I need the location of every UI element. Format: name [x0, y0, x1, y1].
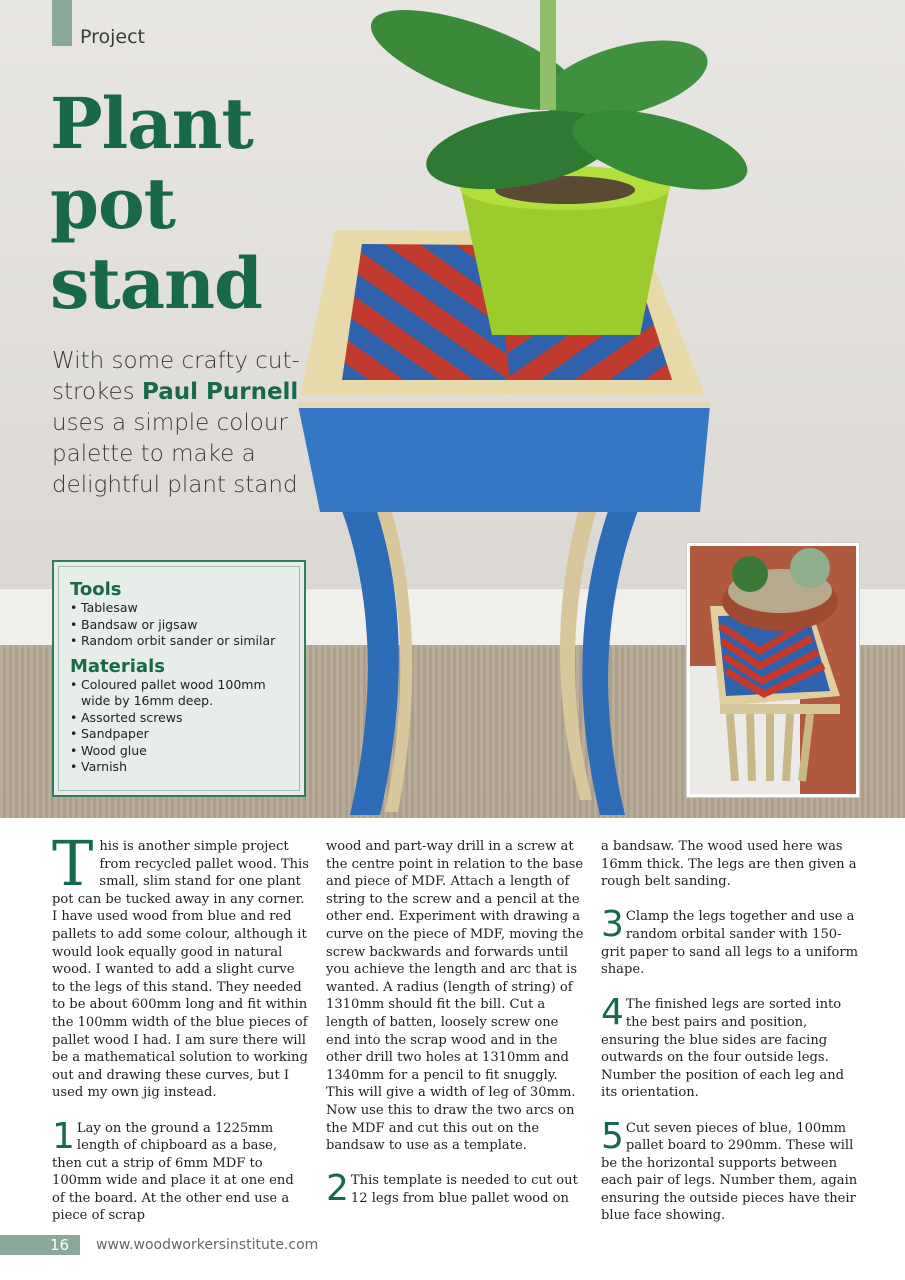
step-2-continued: a bandsaw. The wood used here was 16mm thick. The legs are then given a rough belt sanding.: [601, 839, 857, 890]
materials-item: • Sandpaper: [70, 726, 290, 743]
step-number: 2: [326, 1168, 349, 1210]
tools-item: • Random orbit sander or similar: [70, 633, 290, 650]
intro-paragraph: [52, 827, 310, 1102]
tools-list: [70, 600, 290, 650]
body-column-3: [601, 838, 859, 1243]
section-tag: Project: [80, 26, 146, 48]
intro-text: his is another simple project from recycled pallet wood. This small, slim stand for one plant pot can be tucked away in any corner. I have used wood from blue and red pallets to add some colour, although it would look equally good in natural wood. I wanted to add a slight curve to the legs of this stand. They needed to be about 600mm long and fit within the 100mm width of the blue pieces of pallet wood I had. I am sure there will be a mathematical solution to working out and drawing these curves, but I used my own jig instead.: [52, 839, 309, 1101]
materials-item: • Coloured pallet wood 100mm wide by 16mm deep.: [70, 677, 290, 710]
step-number: 1: [52, 1115, 75, 1157]
step-1-paragraph: [52, 1115, 310, 1226]
step-3-text: Clamp the legs together and use a random orbital sander with 150-grit paper to sand all legs to a uniform shape.: [601, 909, 859, 978]
inset-photo-illustration: [690, 546, 856, 794]
step-number: 5: [601, 1115, 624, 1157]
tools-heading: Tools: [70, 579, 122, 600]
standfirst: [52, 346, 322, 501]
step-4-text: The finished legs are sorted into the best pairs and position, ensuring the blue sides are facing outwards on the four outside legs. Number the position of each leg and its orientation.: [601, 997, 845, 1101]
step-number: 4: [601, 992, 624, 1034]
footer-url[interactable]: www.woodworkersinstitute.com: [96, 1237, 319, 1253]
article-title: [50, 84, 262, 324]
materials-item: • Wood glue: [70, 743, 290, 760]
tools-materials-box: [52, 560, 306, 797]
standfirst-intro: With some crafty cut-strokes: [52, 348, 300, 405]
step-2-paragraph: [326, 1168, 584, 1210]
step-3-paragraph: [601, 904, 859, 978]
title-line-3: stand: [50, 242, 262, 325]
body-column-2: [326, 838, 584, 1225]
tools-item: • Tablesaw: [70, 600, 290, 617]
step-1-text: Lay on the ground a 1225mm length of chipboard as a base, then cut a strip of 6mm MDF to 100mm wide and place it at one end of the board. At the other end use a piece of scrap: [52, 1120, 294, 1224]
drop-cap: T: [52, 827, 94, 900]
step-1-continued: wood and part-way drill in a screw at the centre point in relation to the base and piece of MDF. Attach a length of string to the screw and a pencil at the other end. Experiment with drawing a curve on the piece of MDF, moving the screw backwards and forwards until you achieve the length and arc that is wanted. A radius (length of string) of 1310mm should fit the bill. Cut a length of batten, loosely screw one end into the scrap wood and in the other drill two holes at 1310mm and 1340mm for a pencil to fit snuggly. This will give a width of leg of 30mm. Now use this to draw the two arcs on the MDF and cut this out on the bandsaw to use as a template.: [326, 839, 584, 1154]
step-number: 3: [601, 904, 624, 946]
step-4-paragraph: [601, 992, 859, 1102]
tools-item: • Bandsaw or jigsaw: [70, 617, 290, 634]
title-line-1: Plant: [50, 82, 253, 165]
inset-photo: [687, 543, 859, 797]
body-column-1: [52, 827, 310, 1243]
step-2-text: This template is needed to cut out 12 legs from blue pallet wood on: [350, 1173, 578, 1206]
materials-list: [70, 677, 290, 776]
materials-heading: Materials: [70, 655, 165, 677]
author-name: Paul Purnell: [141, 379, 299, 405]
materials-item: • Varnish: [70, 759, 290, 776]
title-line-2: pot: [50, 162, 175, 245]
step-5-paragraph: [601, 1115, 859, 1226]
materials-item: • Assorted screws: [70, 710, 290, 727]
step-5-text: Cut seven pieces of blue, 100mm pallet board to 290mm. These will be the horizontal supports between each pair of legs. Number them, again ensuring the outside pieces have their blue face showing.: [601, 1120, 858, 1224]
standfirst-rest: uses a simple colour palette to make a delightful plant stand: [52, 410, 298, 498]
section-tag-bar: [52, 0, 72, 46]
page-number: 16: [50, 1236, 70, 1254]
